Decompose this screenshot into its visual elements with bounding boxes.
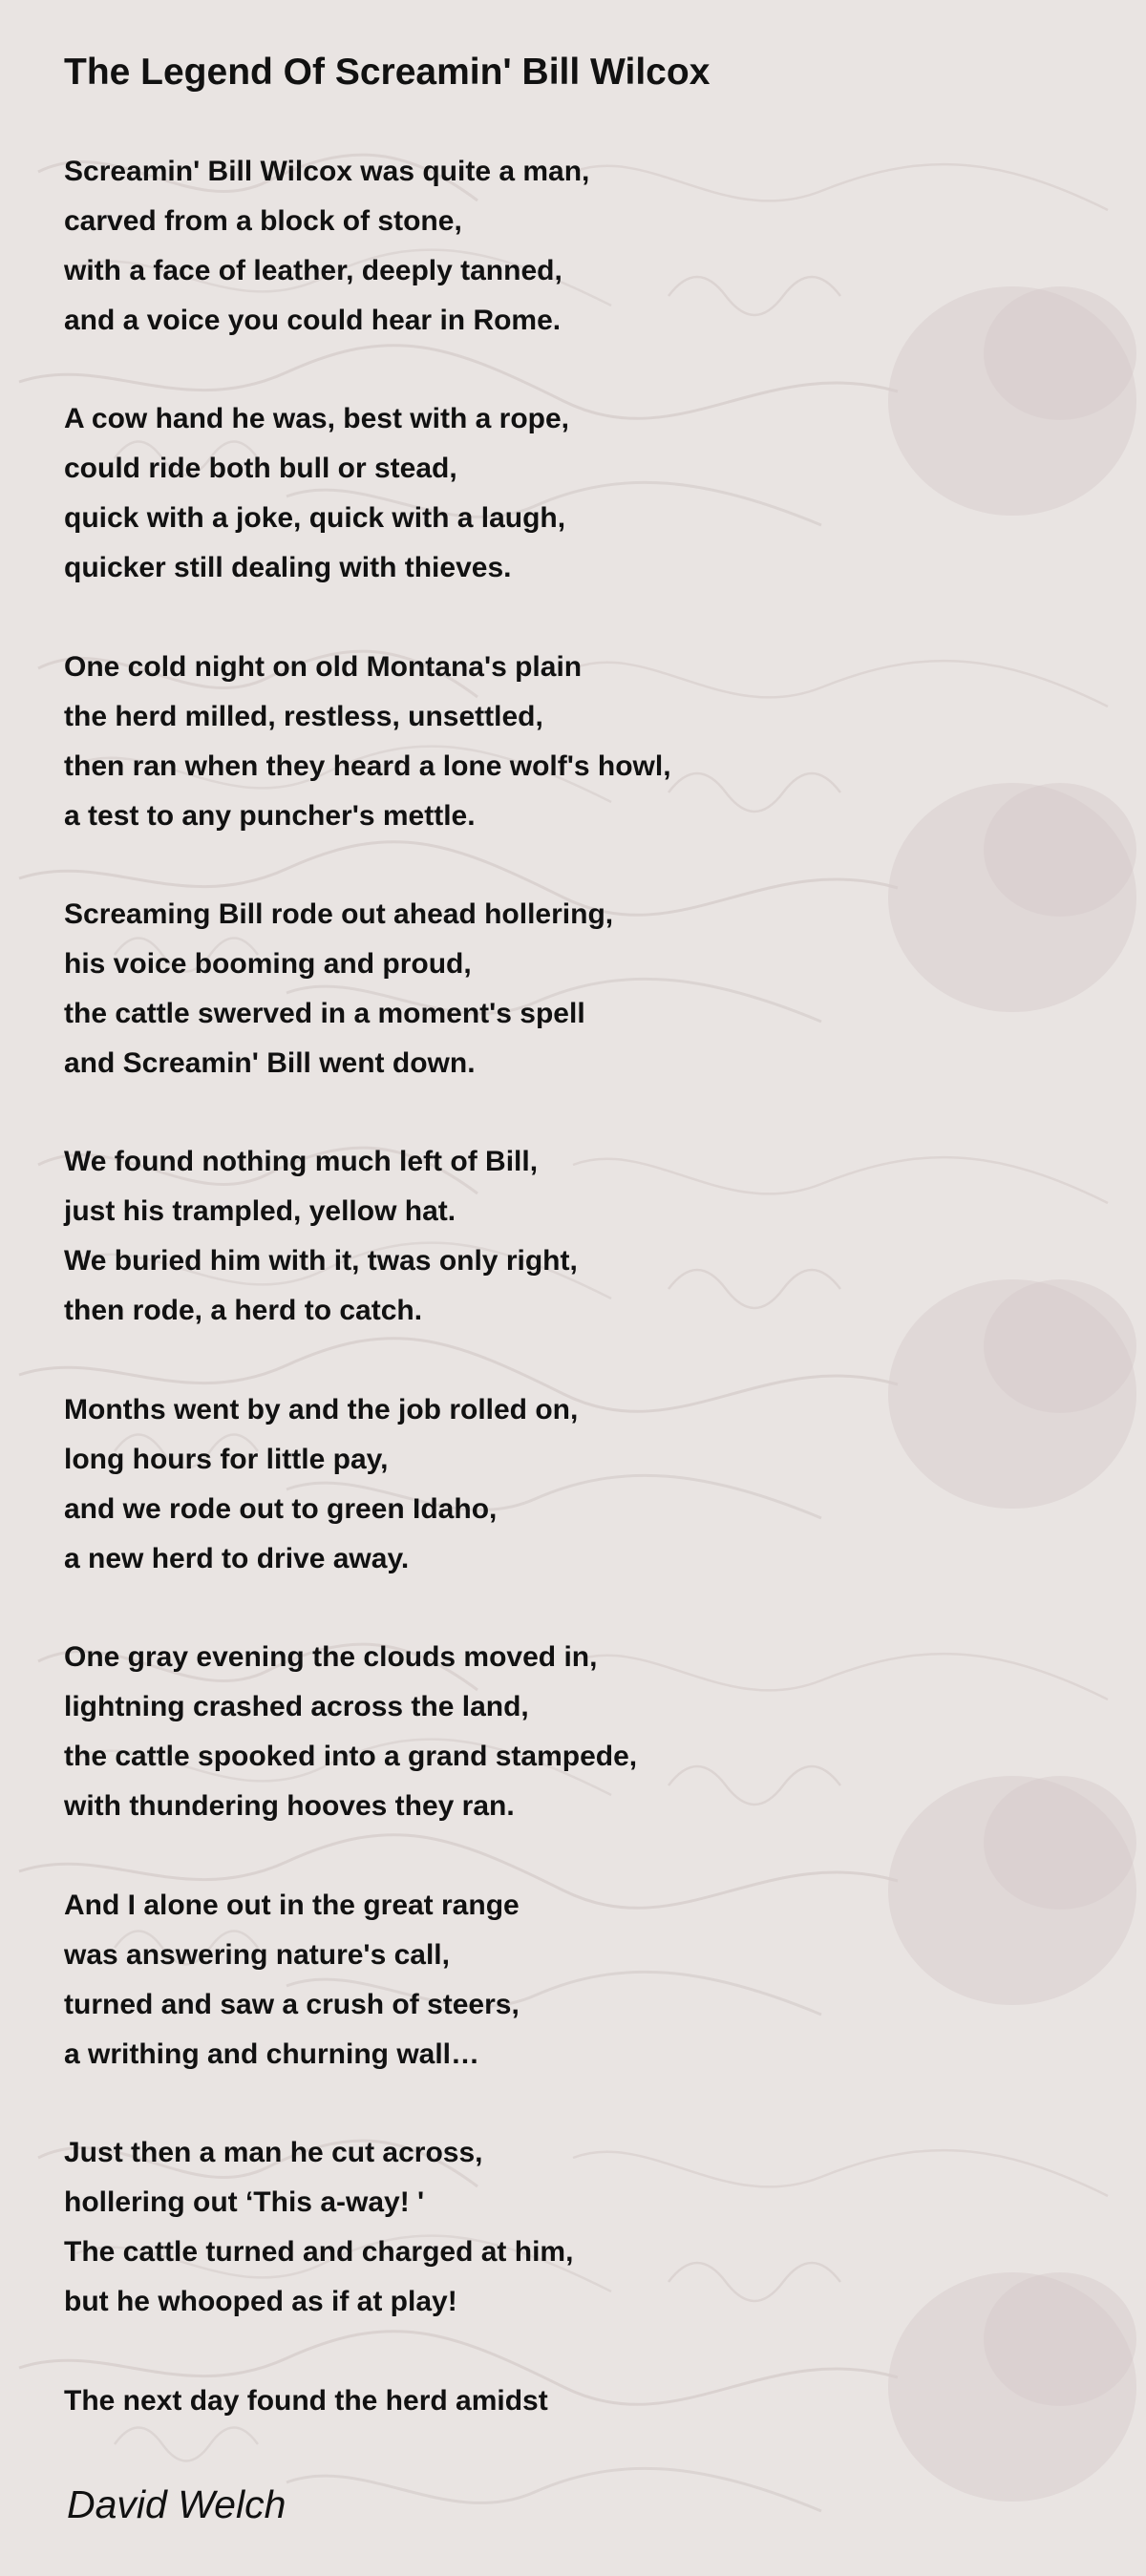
stanza-7 [64,1633,637,1831]
poem-line: a new herd to drive away. [64,1543,410,1574]
poem-line: carved from a block of stone, [64,205,462,237]
poem-line: and Screamin' Bill went down. [64,1047,476,1079]
poem-line: And I alone out in the great range [64,1890,520,1921]
poem-line: We buried him with it, twas only right, [64,1245,578,1277]
poem-line: One cold night on old Montana's plain [64,651,583,683]
poem-line: the herd milled, restless, unsettled, [64,701,543,732]
poem-line: Months went by and the job rolled on, [64,1394,579,1425]
poem-line: turned and saw a crush of steers, [64,1989,520,2020]
stanza-10 [64,2376,548,2426]
poem-line: his voice booming and proud, [64,948,472,980]
poem-line: quick with a joke, quick with a laugh, [64,502,566,534]
poem-line: but he whooped as if at play! [64,2286,457,2317]
poem-line: quicker still dealing with thieves. [64,552,512,583]
poem-line: A cow hand he was, best with a rope, [64,403,569,434]
poem-line: We found nothing much left of Bill, [64,1146,539,1177]
poem-line: and we rode out to green Idaho, [64,1493,498,1525]
poem-line: lightning crashed across the land, [64,1691,529,1722]
poem-line: a test to any puncher's mettle. [64,800,476,832]
poem-line: long hours for little pay, [64,1444,389,1475]
poem-line: with a face of leather, deeply tanned, [64,255,562,286]
poem-line: Just then a man he cut across, [64,2137,483,2168]
stanza-8 [64,1881,520,2080]
poem-line: was answering nature's call, [64,1939,450,1971]
stanza-9 [64,2128,573,2327]
poem-line: just his trampled, yellow hat. [64,1195,456,1227]
poem-line: with thundering hooves they ran. [64,1790,515,1822]
stanza-3 [64,643,671,841]
poem-line: One gray evening the clouds moved in, [64,1641,598,1673]
poem-line: the cattle swerved in a moment's spell [64,998,585,1029]
stanza-6 [64,1385,578,1584]
poem-line: a writhing and churning wall… [64,2038,480,2070]
poem-line: The cattle turned and charged at him, [64,2236,574,2268]
poem-line: then rode, a herd to catch. [64,1295,423,1326]
stanza-5 [64,1137,578,1336]
poem-title: The Legend Of Screamin' Bill Wilcox [64,52,711,93]
poem-line: Screaming Bill rode out ahead hollering, [64,898,614,930]
stanza-2 [64,394,569,593]
poem-line: and a voice you could hear in Rome. [64,305,562,336]
poem-line: Screamin' Bill Wilcox was quite a man, [64,156,590,187]
poem-line: hollering out ‘This a-way! ' [64,2186,425,2218]
poem-author: David Welch [67,2482,286,2526]
stanza-4 [64,890,613,1088]
poem-line: then ran when they heard a lone wolf's howl, [64,750,671,782]
poem-line: The next day found the herd amidst [64,2385,548,2417]
poem-line: the cattle spooked into a grand stampede, [64,1741,638,1772]
poem-line: could ride both bull or stead, [64,453,457,484]
stanza-1 [64,147,589,346]
